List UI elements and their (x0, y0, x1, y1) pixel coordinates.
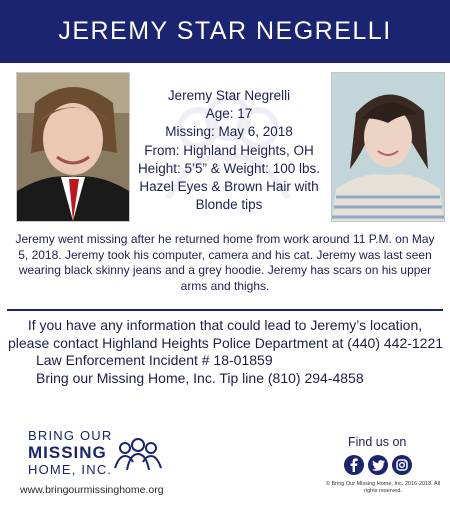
people-group-icon (113, 436, 163, 472)
find-us-label: Find us on (348, 435, 407, 449)
page-title: JEREMY STAR NEGRELLI (58, 17, 392, 45)
tip-line: Bring our Missing Home, Inc. Tip line (810) 294-4858 (36, 369, 364, 386)
missing-person-details (132, 87, 326, 214)
contact-line-2: please contact Highland Heights Police Department at (440) 442-1221 (8, 334, 444, 351)
incident-number: Law Enforcement Incident # 18-01859 (36, 352, 273, 368)
missing-date: Missing: May 6, 2018 (165, 124, 293, 140)
twitter-icon[interactable] (368, 455, 388, 475)
story-paragraph: Jeremy went missing after he returned home from work around 11 P.M. on May 5, 2018. Jeremy took his computer, camera and his cat. Jeremy was last seen wearing black skinny jeans and a grey hoodie. Jeremy has scars on his upper arms and thighs. (15, 232, 435, 293)
portrait-illustration-right (332, 73, 444, 221)
social-links (344, 455, 412, 475)
photo-right (331, 72, 445, 222)
divider (7, 309, 443, 311)
logo-line-3: HOME, INC. (28, 462, 113, 477)
contact-block (8, 317, 442, 387)
instagram-icon[interactable] (392, 455, 412, 475)
header-banner (0, 0, 450, 63)
person-age: Age: 17 (205, 106, 253, 122)
photo-left (16, 72, 130, 222)
logo-line-1: BRING OUR (28, 428, 113, 443)
height-weight: Height: 5’5” & Weight: 100 lbs. (137, 160, 321, 176)
facebook-icon[interactable] (344, 455, 364, 475)
hometown: From: Highland Heights, OH (144, 142, 314, 158)
contact-line-1: If you have any information that could lead to Jeremy’s location, (27, 317, 423, 333)
website-link[interactable]: www.bringourmissinghome.org (20, 484, 164, 496)
portrait-illustration-left (17, 73, 129, 221)
eyes-hair: Hazel Eyes & Brown Hair with Blonde tips (139, 179, 319, 213)
logo-line-2: MISSING (28, 443, 107, 462)
copyright-notice: © Bring Our Missing Home, Inc. 2016-2018. All rights reserved. (325, 481, 441, 494)
person-name: Jeremy Star Negrelli (167, 88, 291, 103)
